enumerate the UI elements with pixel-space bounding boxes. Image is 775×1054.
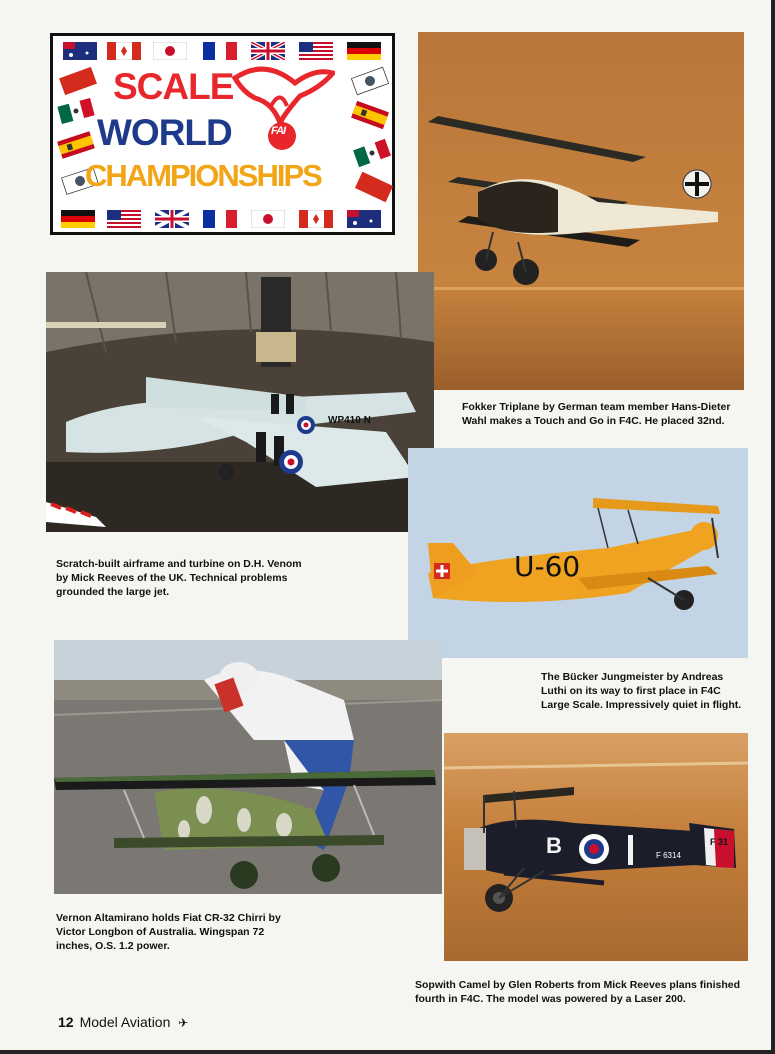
emblem-text: FAI xyxy=(271,125,286,137)
logo-line-scale: SCALE xyxy=(113,66,234,107)
fiat-caption: Vernon Altamirano holds Fiat CR-32 Chirri by Victor Longbon of Australia. Wingspan 72 inches, O.S. 1.2 power. xyxy=(56,912,281,952)
arrow-icon: ✈ xyxy=(178,1016,189,1030)
bucker-caption: The Bücker Jungmeister by Andreas Luthi on its way to first place in F4C Large Scale. Impressively quiet in flight. xyxy=(541,671,742,711)
camel-tail-code: F 31 xyxy=(710,837,729,847)
page-number: 12 xyxy=(58,1014,74,1030)
venom-tail-code: WP410 N xyxy=(328,415,371,426)
camel-caption: Sopwith Camel by Glen Roberts from Mick Reeves plans finished fourth in F4C. The model was powered by a Laser 200. xyxy=(415,979,740,1005)
venom-caption: Scratch-built airframe and turbine on D.H. Venom by Mick Reeves of the UK. Technical problems grounded the large jet. xyxy=(56,558,302,598)
fokker-caption: Fokker Triplane by German team member Hans-Dieter Wahl makes a Touch and Go in F4C. He placed 32nd. xyxy=(462,401,731,427)
camel-serial: F 6314 xyxy=(656,851,681,860)
logo-line-championships: CHAMPIONSHIPS xyxy=(85,158,321,193)
magazine-name: Model Aviation xyxy=(79,1014,171,1030)
bucker-registration: U-60 xyxy=(514,550,581,583)
camel-fuselage-letter: B xyxy=(546,833,562,858)
logo-line-world: WORLD xyxy=(97,112,232,153)
